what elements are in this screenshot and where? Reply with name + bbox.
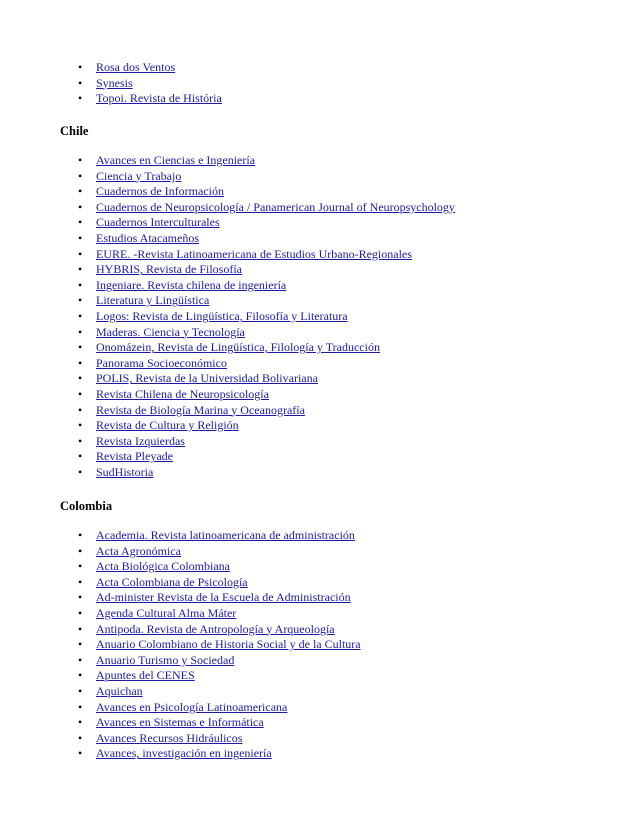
bullet-icon: • — [78, 418, 83, 433]
bullet-icon: • — [78, 449, 83, 464]
list-item — [78, 418, 455, 434]
bullet-icon: • — [78, 75, 83, 90]
bullet-icon: • — [78, 371, 83, 386]
bullet-icon: • — [78, 528, 83, 542]
list-item — [78, 449, 455, 465]
bullet-icon: • — [78, 699, 83, 714]
journal-link[interactable]: Ciencia y Trabajo — [96, 168, 182, 183]
bullet-icon: • — [78, 60, 83, 74]
list-item — [78, 215, 455, 231]
journal-link[interactable]: Acta Agronómica — [96, 543, 181, 558]
journal-link[interactable]: Estudios Atacameños — [96, 230, 199, 245]
list-item — [78, 91, 222, 107]
bullet-icon: • — [78, 293, 83, 308]
bullet-icon: • — [78, 590, 83, 605]
journal-link[interactable]: EURE. -Revista Latinoamericana de Estudios Urbano-Regionales — [96, 246, 412, 261]
bullet-icon: • — [78, 605, 83, 620]
bullet-icon: • — [78, 402, 83, 417]
journal-link[interactable]: Avances en Sistemas e Informática — [96, 715, 264, 730]
bullet-icon: • — [78, 184, 83, 199]
list-item — [78, 684, 361, 700]
list-item — [78, 262, 455, 278]
bullet-icon: • — [78, 324, 83, 339]
list-item — [78, 325, 455, 341]
journal-link[interactable]: Onomázein, Revista de Lingüística, Filología y Traducción — [96, 340, 380, 355]
list-item — [78, 622, 361, 638]
list-item — [78, 731, 361, 747]
journal-link[interactable]: Anuario Colombiano de Historia Social y de la Cultura — [96, 637, 361, 652]
bullet-icon: • — [78, 153, 83, 167]
bullet-icon: • — [78, 277, 83, 292]
journal-list-colombia — [78, 528, 361, 762]
journal-link[interactable]: Avances, investigación en ingeniería — [96, 746, 272, 761]
list-item — [78, 278, 455, 294]
journal-link[interactable]: Anuario Turismo y Sociedad — [96, 652, 235, 667]
bullet-icon: • — [78, 559, 83, 574]
list-item — [78, 340, 455, 356]
list-item — [78, 668, 361, 684]
bullet-icon: • — [78, 637, 83, 652]
bullet-icon: • — [78, 652, 83, 667]
journal-link[interactable]: Cuadernos de Información — [96, 184, 224, 199]
bullet-icon: • — [78, 464, 83, 479]
list-item — [78, 371, 455, 387]
bullet-icon: • — [78, 574, 83, 589]
list-item — [78, 60, 222, 76]
list-item — [78, 200, 455, 216]
journal-link[interactable]: Rosa dos Ventos — [96, 60, 176, 74]
bullet-icon: • — [78, 230, 83, 245]
journal-link[interactable]: HYBRIS, Revista de Filosofía — [96, 262, 242, 277]
journal-list-chile — [78, 153, 455, 480]
bullet-icon: • — [78, 433, 83, 448]
list-item — [78, 606, 361, 622]
journal-link[interactable]: Agenda Cultural Alma Máter — [96, 605, 237, 620]
bullet-icon: • — [78, 91, 83, 106]
section-heading-colombia: Colombia — [60, 499, 113, 513]
journal-link[interactable]: Literatura y Lingüística — [96, 293, 210, 308]
journal-link[interactable]: POLIS, Revista de la Universidad Bolivariana — [96, 371, 318, 386]
list-item — [78, 76, 222, 92]
journal-link[interactable]: Acta Colombiana de Psicología — [96, 574, 248, 589]
journal-link[interactable]: Avances en Ciencias e Ingeniería — [96, 153, 256, 167]
list-item — [78, 528, 361, 544]
list-item — [78, 293, 455, 309]
journal-link[interactable]: Ad-minister Revista de la Escuela de Administración — [96, 590, 351, 605]
bullet-icon: • — [78, 746, 83, 761]
journal-link[interactable]: SudHistoria — [96, 464, 154, 479]
list-item — [78, 403, 455, 419]
list-item — [78, 746, 361, 762]
list-item — [78, 637, 361, 653]
bullet-icon: • — [78, 543, 83, 558]
journal-link[interactable]: Avances Recursos Hidráulicos — [96, 730, 243, 745]
bullet-icon: • — [78, 355, 83, 370]
list-item — [78, 653, 361, 669]
list-item — [78, 465, 455, 481]
journal-link[interactable]: Revista Chilena de Neuropsicología — [96, 386, 269, 401]
list-item — [78, 247, 455, 263]
list-item — [78, 309, 455, 325]
bullet-icon: • — [78, 621, 83, 636]
journal-link[interactable]: Revista de Cultura y Religión — [96, 418, 239, 433]
list-item — [78, 387, 455, 403]
list-item — [78, 434, 455, 450]
bullet-icon: • — [78, 386, 83, 401]
list-item — [78, 544, 361, 560]
journal-link[interactable]: Maderas. Ciencia y Tecnología — [96, 324, 245, 339]
journal-link[interactable]: Panorama Socioeconómico — [96, 355, 227, 370]
journal-link[interactable]: Cuadernos Interculturales — [96, 215, 220, 230]
list-item — [78, 575, 361, 591]
bullet-icon: • — [78, 683, 83, 698]
bullet-icon: • — [78, 715, 83, 730]
journal-link[interactable]: Revista de Biología Marina y Oceanografía — [96, 402, 305, 417]
list-item — [78, 590, 361, 606]
bullet-icon: • — [78, 215, 83, 230]
journal-link[interactable]: Aquichan — [96, 683, 143, 698]
bullet-icon: • — [78, 340, 83, 355]
journal-list-top — [78, 60, 222, 107]
bullet-icon: • — [78, 668, 83, 683]
bullet-icon: • — [78, 308, 83, 323]
journal-link[interactable]: Synesis — [96, 75, 133, 90]
bullet-icon: • — [78, 199, 83, 214]
journal-link[interactable]: Logos: Revista de Lingüística, Filosofía y Literatura — [96, 308, 348, 323]
journal-link[interactable]: Antipoda. Revista de Antropología y Arqueología — [96, 621, 335, 636]
journal-link[interactable]: Academia. Revista latinoamericana de administración — [96, 528, 355, 542]
journal-link[interactable]: Revista Pleyade — [96, 449, 173, 464]
bullet-icon: • — [78, 262, 83, 277]
bullet-icon: • — [78, 168, 83, 183]
list-item — [78, 559, 361, 575]
journal-link[interactable]: Avances en Psicología Latinoamericana — [96, 699, 288, 714]
list-item — [78, 184, 455, 200]
journal-link[interactable]: Apuntes del CENES — [96, 668, 195, 683]
list-item — [78, 153, 455, 169]
journal-link[interactable]: Ingeniare. Revista chilena de ingeniería — [96, 277, 287, 292]
bullet-icon: • — [78, 246, 83, 261]
journal-link[interactable]: Cuadernos de Neuropsicología / Panamerican Journal of Neuropsychology — [96, 199, 455, 214]
journal-link[interactable]: Revista Izquierdas — [96, 433, 185, 448]
journal-link[interactable]: Topoi. Revista de História — [96, 91, 222, 106]
list-item — [78, 715, 361, 731]
list-item — [78, 356, 455, 372]
section-heading-chile: Chile — [60, 124, 89, 138]
list-item — [78, 700, 361, 716]
list-item — [78, 169, 455, 185]
list-item — [78, 231, 455, 247]
bullet-icon: • — [78, 730, 83, 745]
journal-link[interactable]: Acta Biológica Colombiana — [96, 559, 230, 574]
